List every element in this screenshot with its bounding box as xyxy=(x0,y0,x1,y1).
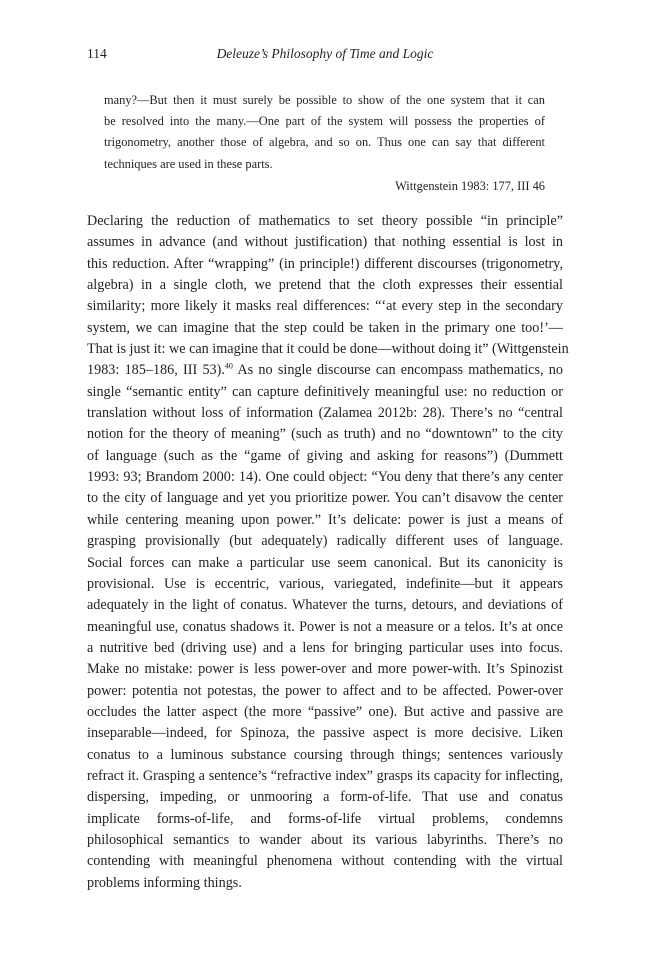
body-line-with-note xyxy=(87,360,563,381)
body-line: occludes the latter aspect (the more “passive” one). But active and passive are xyxy=(87,703,563,720)
body-line: of language (such as the “game of giving and asking for reasons”) (Dummett xyxy=(87,447,563,464)
body-line: meaningful use, conatus shadows it. Power is not a measure or a telos. It’s at once xyxy=(87,618,563,635)
body-text-segment: 1983: 185–186, III 53). xyxy=(87,362,225,379)
quote-line: many?—But then it must surely be possible to show of the one system that it can xyxy=(104,93,545,107)
body-line: while centering meaning upon power.” It’s delicate: power is just a means of xyxy=(87,511,563,528)
quote-citation: Wittgenstein 1983: 177, III 46 xyxy=(395,178,545,193)
body-line: power: potentia not potestas, the power to affect and to be affected. Power-over xyxy=(87,682,563,699)
body-line: Make no mistake: power is less power-over and more power-with. It’s Spinozist xyxy=(87,661,563,678)
quote-line: trigonometry, another those of algebra, and so on. Thus one can say that different xyxy=(104,135,545,150)
body-line: implicate forms-of-life, and forms-of-life virtual problems, condemns xyxy=(87,810,563,827)
body-line: a nutritive bed (driving use) and a lens for bringing particular uses into focus. xyxy=(87,639,563,656)
body-line: provisional. Use is eccentric, various, variegated, indefinite—but it appears xyxy=(87,575,563,592)
body-line: notion for the theory of meaning” (such as truth) and no “downtown” to the city xyxy=(87,426,563,443)
body-line: similarity; more likely it masks real differences: “‘at every step in the secondary xyxy=(87,298,563,315)
body-line: translation without loss of information (Zalamea 2012b: 28). There’s no “central xyxy=(87,405,563,422)
body-line: this reduction. After “wrapping” (in principle!) different discourses (trigonometry, xyxy=(87,255,563,272)
body-line: grasping provisionally (but adequately) radically different uses of language. xyxy=(87,533,563,550)
block-quote xyxy=(104,90,545,197)
body-paragraph xyxy=(87,211,569,894)
body-line: to the city of language and yet you prioritize power. You can’t disavow the center xyxy=(87,490,563,507)
quote-line: techniques are used in these parts. xyxy=(104,156,273,171)
body-line: conatus to a luminous substance coursing through things; sentences variously xyxy=(87,746,563,763)
body-line: dispersing, impeding, or unmooring a form-of-life. That use and conatus xyxy=(87,789,563,806)
body-line: algebra) in a single cloth, we pretend that the cloth expresses their essential xyxy=(87,277,563,294)
endnote-reference[interactable]: 40 xyxy=(224,361,233,371)
body-line: inseparable—indeed, for Spinoza, the passive aspect is more decisive. Liken xyxy=(87,725,563,742)
body-line: refract it. Grasping a sentence’s “refractive index” grasps its capacity for inflecting, xyxy=(87,767,563,784)
body-line: problems informing things. xyxy=(87,874,242,891)
body-line: philosophical semantics to wander about its various labyrinths. There’s no xyxy=(87,831,563,848)
body-line: 1993: 93; Brandom 2000: 14). One could object: “You deny that there’s any center xyxy=(87,469,563,486)
body-line: single “semantic entity” can capture definitively meaningful use: no reduction or xyxy=(87,383,563,400)
body-text-segment: As no single discourse can encompass mathematics, no xyxy=(232,362,563,379)
body-line: Declaring the reduction of mathematics to set theory possible “in principle” xyxy=(87,213,563,229)
body-line: adequately in the light of conatus. Whatever the turns, detours, and deviations of xyxy=(87,597,563,614)
page-header xyxy=(87,46,563,66)
body-line: contending with meaningful phenomena without contending with the virtual xyxy=(87,853,563,870)
quote-line: be resolved into the many.—One part of the system will possess the properties of xyxy=(104,114,545,129)
body-line: assumes in advance (and without justification) that nothing essential is lost in xyxy=(87,234,563,251)
page-number: 114 xyxy=(87,46,107,61)
body-line: system, we can imagine that the step could be taken in the primary one too!’— xyxy=(87,319,563,336)
body-line: Social forces can make a particular use seem canonical. But its canonicity is xyxy=(87,554,563,571)
running-head: Deleuze’s Philosophy of Time and Logic xyxy=(216,46,434,61)
body-line: That is just it: we can imagine that it could be done—without doing it” (Wittgenstein xyxy=(87,341,569,358)
